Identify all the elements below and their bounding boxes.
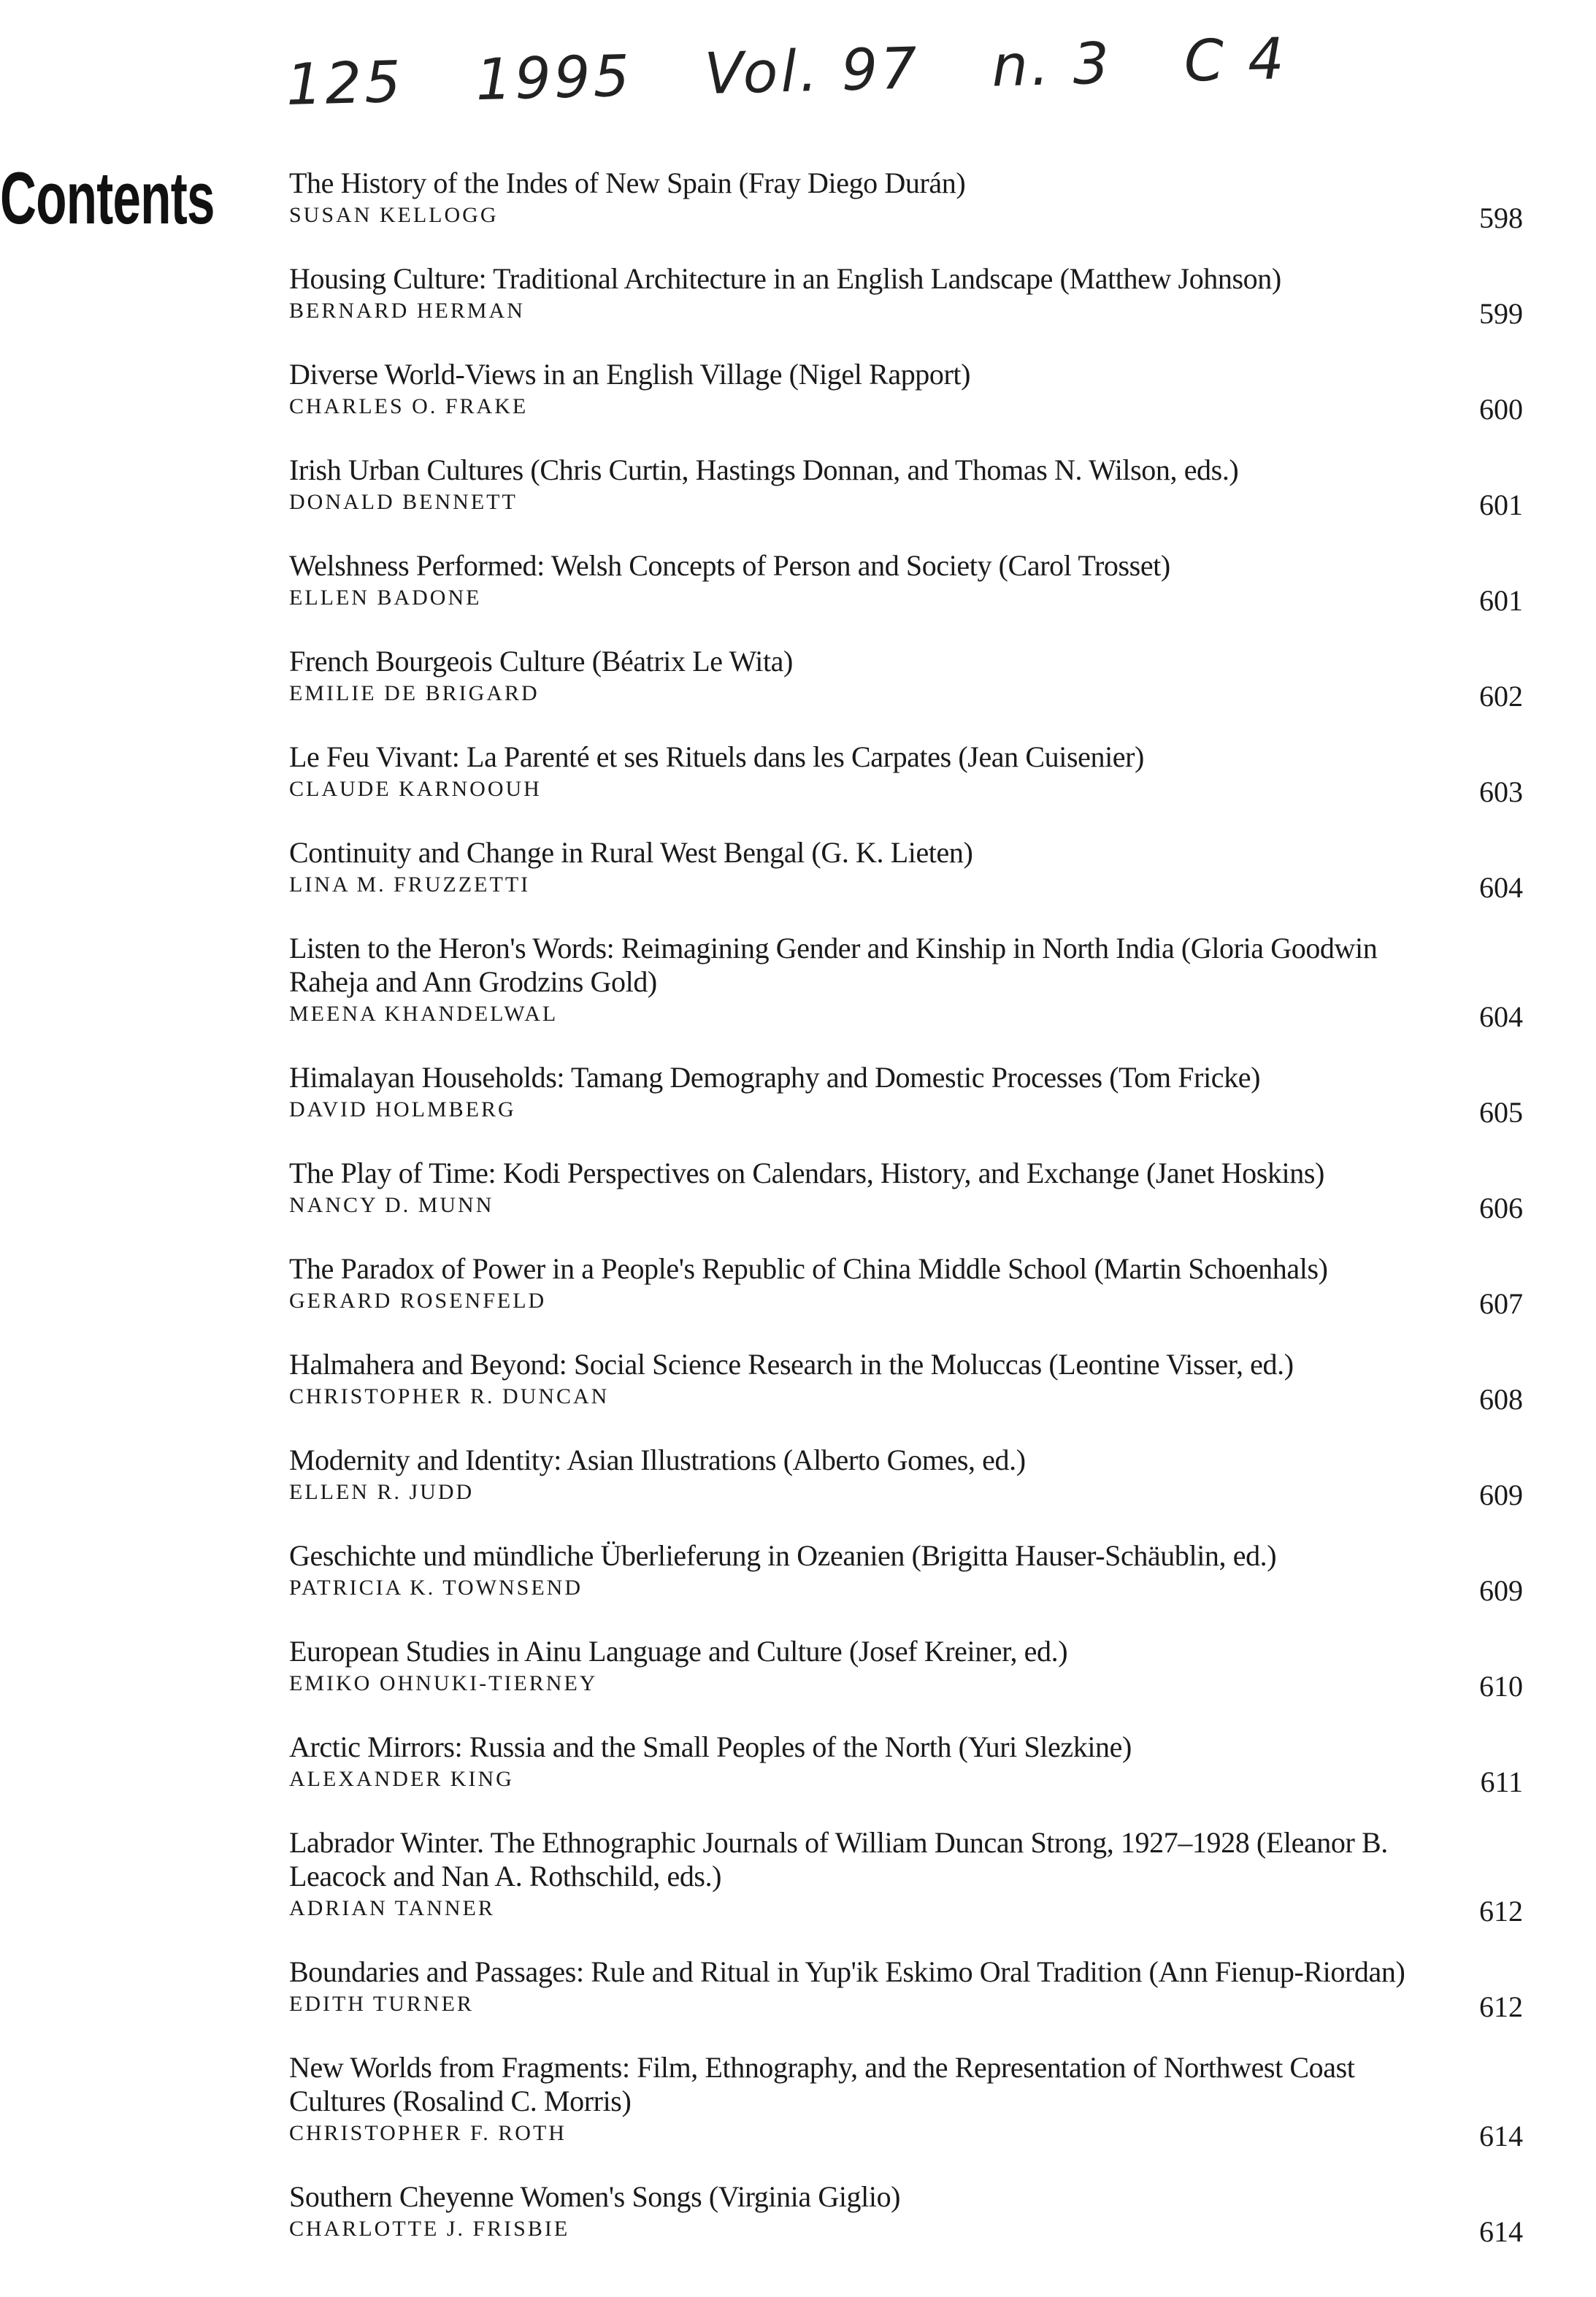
toc-entry <box>289 1635 1523 1703</box>
entry-reviewer: CHARLOTTE J. FRISBIE <box>289 2217 570 2241</box>
entry-page-number: 611 <box>1480 1765 1523 1798</box>
entry-title: The Play of Time: Kodi Perspectives on Calendars, History, and Exchange (Janet Hoskins) <box>289 1157 1324 1189</box>
entry-title: European Studies in Ainu Language and Culture (Josef Kreiner, ed.) <box>289 1635 1068 1668</box>
entry-title: Modernity and Identity: Asian Illustrations (Alberto Gomes, ed.) <box>289 1443 1026 1476</box>
entry-reviewer: DAVID HOLMBERG <box>289 1097 516 1121</box>
toc-entry <box>289 1730 1523 1798</box>
entry-title: The History of the Indes of New Spain (Fray Diego Durán) <box>289 166 966 199</box>
entry-title: Le Feu Vivant: La Parenté et ses Rituels dans les Carpates (Jean Cuisenier) <box>289 740 1144 773</box>
entry-title: Southern Cheyenne Women's Songs (Virginia Giglio) <box>289 2180 901 2213</box>
toc-entry <box>289 1955 1523 2023</box>
entry-page-number: 609 <box>1479 1479 1523 1511</box>
entry-title: Himalayan Households: Tamang Demography and Domestic Processes (Tom Fricke) <box>289 1061 1261 1094</box>
entry-reviewer: PATRICIA K. TOWNSEND <box>289 1576 583 1600</box>
entry-title: Boundaries and Passages: Rule and Ritual in Yup'ik Eskimo Oral Tradition (Ann Fienup-Riordan) <box>289 1955 1405 1988</box>
toc-entry <box>289 836 1523 904</box>
entry-reviewer: EMIKO OHNUKI-TIERNEY <box>289 1671 598 1695</box>
toc-entry <box>289 358 1523 426</box>
entry-reviewer: EDITH TURNER <box>289 1992 474 2016</box>
entry-page-number: 600 <box>1479 393 1523 426</box>
entry-title: Labrador Winter. The Ethnographic Journals of William Duncan Strong, 1927–1928 (Eleanor B. Leacock and Nan A. Rothschild, eds.) <box>289 1826 1388 1893</box>
toc-entry <box>289 262 1523 330</box>
entry-page-number: 601 <box>1479 488 1523 521</box>
entry-title: Diverse World-Views in an English Village (Nigel Rapport) <box>289 358 971 391</box>
entry-page-number: 612 <box>1479 1895 1523 1928</box>
entry-page-number: 606 <box>1479 1192 1523 1224</box>
entry-page-number: 602 <box>1479 680 1523 713</box>
handwritten-note-part: Vol. 97 <box>703 36 921 107</box>
entry-reviewer: ELLEN BADONE <box>289 586 482 610</box>
entry-page-number: 608 <box>1479 1383 1523 1416</box>
entry-reviewer: GERARD ROSENFELD <box>289 1289 547 1313</box>
entry-page-number: 614 <box>1479 2120 1523 2152</box>
entry-reviewer: CHRISTOPHER R. DUNCAN <box>289 1384 610 1408</box>
handwritten-note-part: 125 <box>285 49 405 118</box>
toc-entry <box>289 1252 1523 1320</box>
entry-reviewer: MEENA KHANDELWAL <box>289 1002 559 1026</box>
toc-entry <box>289 932 1523 1033</box>
entry-page-number: 604 <box>1479 1000 1523 1033</box>
toc-entry <box>289 645 1523 713</box>
entry-page-number: 612 <box>1479 1990 1523 2023</box>
entry-title: Irish Urban Cultures (Chris Curtin, Hastings Donnan, and Thomas N. Wilson, eds.) <box>289 453 1239 486</box>
entry-page-number: 598 <box>1479 202 1523 234</box>
entry-reviewer: ADRIAN TANNER <box>289 1896 495 1920</box>
entry-page-number: 605 <box>1479 1096 1523 1129</box>
handwritten-note-part: C 4 <box>1183 26 1288 95</box>
entry-reviewer: NANCY D. MUNN <box>289 1193 494 1217</box>
entry-reviewer: ELLEN R. JUDD <box>289 1480 475 1504</box>
entry-title: The Paradox of Power in a People's Republic of China Middle School (Martin Schoenhals) <box>289 1252 1328 1285</box>
entry-title: Continuity and Change in Rural West Bengal (G. K. Lieten) <box>289 836 973 869</box>
toc-entry <box>289 2051 1523 2152</box>
toc-entry <box>289 549 1523 617</box>
entry-reviewer: BERNARD HERMAN <box>289 299 525 323</box>
entry-reviewer: ALEXANDER KING <box>289 1767 514 1791</box>
entry-page-number: 604 <box>1479 871 1523 904</box>
handwritten-note <box>285 25 1339 118</box>
toc-entry <box>289 453 1523 521</box>
toc-entry <box>289 1539 1523 1607</box>
handwritten-note-part: 1995 <box>475 43 634 114</box>
entry-title: French Bourgeois Culture (Béatrix Le Wita) <box>289 645 793 678</box>
toc-entry <box>289 166 1523 234</box>
toc-entry <box>289 1348 1523 1416</box>
contents-heading: Contents <box>0 157 215 240</box>
entry-page-number: 599 <box>1479 297 1523 330</box>
entry-page-number: 609 <box>1479 1574 1523 1607</box>
toc-entry <box>289 1443 1523 1511</box>
entry-reviewer: CHARLES O. FRAKE <box>289 394 529 418</box>
toc-entry <box>289 1826 1523 1928</box>
entry-reviewer: EMILIE DE BRIGARD <box>289 681 540 705</box>
entry-reviewer: CHRISTOPHER F. ROTH <box>289 2121 567 2145</box>
entry-title: Geschichte und mündliche Überlieferung in Ozeanien (Brigitta Hauser-Schäublin, ed.) <box>289 1539 1277 1572</box>
entry-title: Arctic Mirrors: Russia and the Small Peoples of the North (Yuri Slezkine) <box>289 1730 1132 1763</box>
toc-entry <box>289 1157 1523 1224</box>
entry-page-number: 601 <box>1479 584 1523 617</box>
entry-reviewer: LINA M. FRUZZETTI <box>289 873 531 897</box>
entry-reviewer: DONALD BENNETT <box>289 490 518 514</box>
toc-entry <box>289 740 1523 808</box>
entry-page-number: 610 <box>1479 1670 1523 1703</box>
entry-page-number: 607 <box>1479 1287 1523 1320</box>
entry-title: Halmahera and Beyond: Social Science Research in the Moluccas (Leontine Visser, ed.) <box>289 1348 1294 1381</box>
entry-reviewer: SUSAN KELLOGG <box>289 203 499 227</box>
toc-entry <box>289 1061 1523 1129</box>
entry-title: New Worlds from Fragments: Film, Ethnography, and the Representation of Northwest Coast Cultures (Rosalind C. Morris) <box>289 2051 1355 2117</box>
entry-title: Housing Culture: Traditional Architecture in an English Landscape (Matthew Johnson) <box>289 262 1281 295</box>
table-of-contents <box>289 166 1523 2276</box>
entry-reviewer: CLAUDE KARNOOUH <box>289 777 542 801</box>
handwritten-note-part: n. 3 <box>991 31 1113 100</box>
entry-title: Listen to the Heron's Words: Reimagining Gender and Kinship in North India (Gloria Goodwin Raheja and Ann Grodzins Gold) <box>289 932 1378 998</box>
entry-title: Welshness Performed: Welsh Concepts of Person and Society (Carol Trosset) <box>289 549 1170 582</box>
entry-page-number: 603 <box>1479 775 1523 808</box>
toc-entry <box>289 2180 1523 2248</box>
entry-page-number: 614 <box>1479 2215 1523 2248</box>
